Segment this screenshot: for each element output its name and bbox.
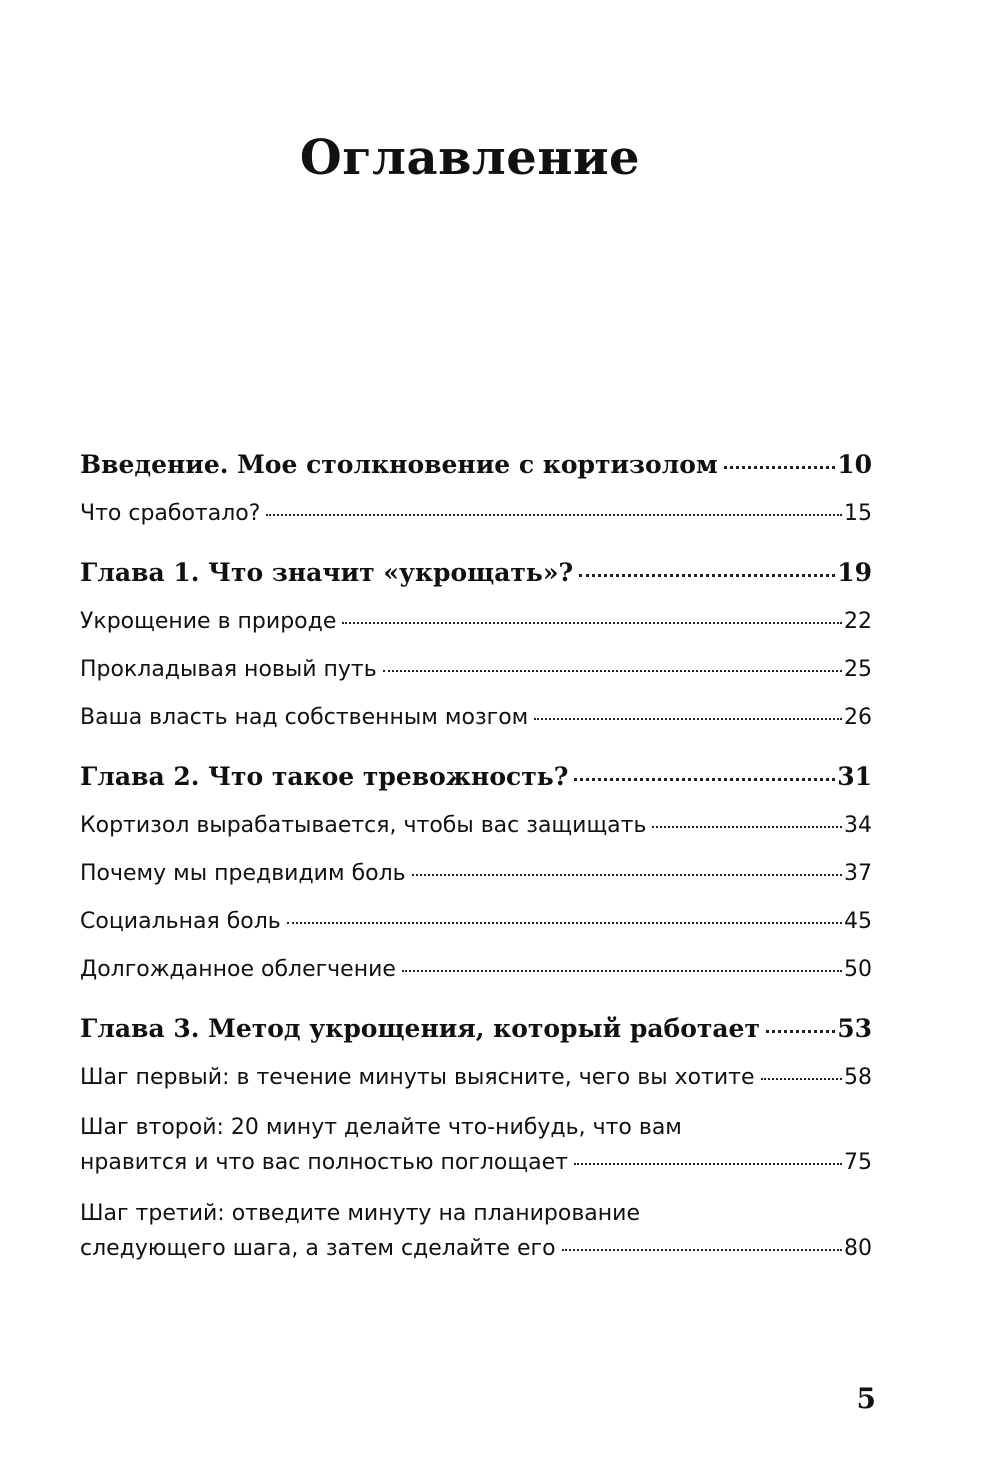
toc-entry-page: 22 xyxy=(844,609,872,634)
toc-entry-section xyxy=(80,858,872,890)
toc-entry-section xyxy=(80,702,872,734)
toc-entry-page: 34 xyxy=(844,813,872,838)
toc-entry-title-line-1: Шаг второй: 20 минут делайте что-нибудь, что вам xyxy=(80,1115,682,1140)
toc-entry-title-line-1: Шаг третий: отведите минуту на планирование xyxy=(80,1201,641,1226)
toc-entry-title: Ваша власть над собственным мозгом xyxy=(80,705,529,730)
page-number: 5 xyxy=(856,1382,876,1415)
toc-entry-page: 10 xyxy=(837,450,872,479)
toc-entry-section xyxy=(80,498,872,530)
toc-entry-title: Почему мы предвидим боль xyxy=(80,861,406,886)
toc-entry-chapter-3 xyxy=(80,1012,872,1046)
dot-leader xyxy=(579,574,835,577)
dot-leader xyxy=(534,718,842,720)
dot-leader xyxy=(574,1163,842,1165)
dot-leader xyxy=(562,1249,842,1251)
toc-entry-page: 80 xyxy=(844,1236,872,1261)
toc-entry-title: Шаг первый: в течение минуты выясните, чего вы хотите xyxy=(80,1065,755,1090)
dot-leader xyxy=(761,1078,842,1080)
toc-entry-section xyxy=(80,954,872,986)
dot-leader xyxy=(266,514,842,516)
toc-entry-section xyxy=(80,906,872,938)
toc-entry-section xyxy=(80,606,872,638)
toc-entry-section xyxy=(80,654,872,686)
toc-entry-page: 19 xyxy=(837,558,872,587)
toc-entry-title: Кортизол вырабатывается, чтобы вас защищать xyxy=(80,813,647,838)
dot-leader xyxy=(412,874,842,876)
toc-entry-title: Что сработало? xyxy=(80,501,261,526)
dot-leader xyxy=(402,970,842,972)
toc-entry-page: 50 xyxy=(844,957,872,982)
dot-leader xyxy=(724,466,836,469)
toc-entry-page: 53 xyxy=(837,1014,872,1043)
toc-entry-section-multiline xyxy=(80,1110,872,1180)
dot-leader xyxy=(574,778,835,781)
toc-entry-title-line-2: следующего шага, а затем сделайте его xyxy=(80,1236,556,1261)
toc-entry-title: Глава 1. Что значит «укрощать»? xyxy=(80,558,574,587)
toc-entry-page: 26 xyxy=(844,705,872,730)
toc-entry-chapter-2 xyxy=(80,760,872,794)
dot-leader xyxy=(287,922,842,924)
toc-entry-page: 58 xyxy=(844,1065,872,1090)
dot-leader xyxy=(342,622,842,624)
toc-entry-section xyxy=(80,810,872,842)
toc-entry-title: Глава 3. Метод укрощения, который работает xyxy=(80,1014,760,1043)
toc-entry-page: 75 xyxy=(844,1150,872,1175)
toc-entry-page: 25 xyxy=(844,657,872,682)
toc-entry-last-line xyxy=(80,1145,872,1180)
toc-entry-page: 45 xyxy=(844,909,872,934)
dot-leader xyxy=(383,670,842,672)
toc-entry-title: Долгожданное облегчение xyxy=(80,957,396,982)
toc-entry-page: 31 xyxy=(837,762,872,791)
toc-entry-section xyxy=(80,1062,872,1094)
page-title: Оглавление xyxy=(299,130,641,186)
toc-entry-title: Прокладывая новый путь xyxy=(80,657,377,682)
toc-entry-page: 37 xyxy=(844,861,872,886)
toc-entry-section-multiline xyxy=(80,1196,872,1266)
toc-entry-title: Укрощение в природе xyxy=(80,609,337,634)
toc-entry-last-line xyxy=(80,1231,872,1266)
toc-entry-title: Глава 2. Что такое тревожность? xyxy=(80,762,569,791)
dot-leader xyxy=(766,1030,835,1033)
toc-entry-title-line-2: нравится и что вас полностью поглощает xyxy=(80,1150,568,1175)
toc-entry-title: Введение. Мое столкновение с кортизолом xyxy=(80,450,718,479)
dot-leader xyxy=(652,826,842,828)
table-of-contents xyxy=(80,448,872,1266)
toc-entry-page: 15 xyxy=(844,501,872,526)
toc-entry-title: Социальная боль xyxy=(80,909,281,934)
toc-entry-chapter-1 xyxy=(80,556,872,590)
toc-entry-introduction xyxy=(80,448,872,482)
